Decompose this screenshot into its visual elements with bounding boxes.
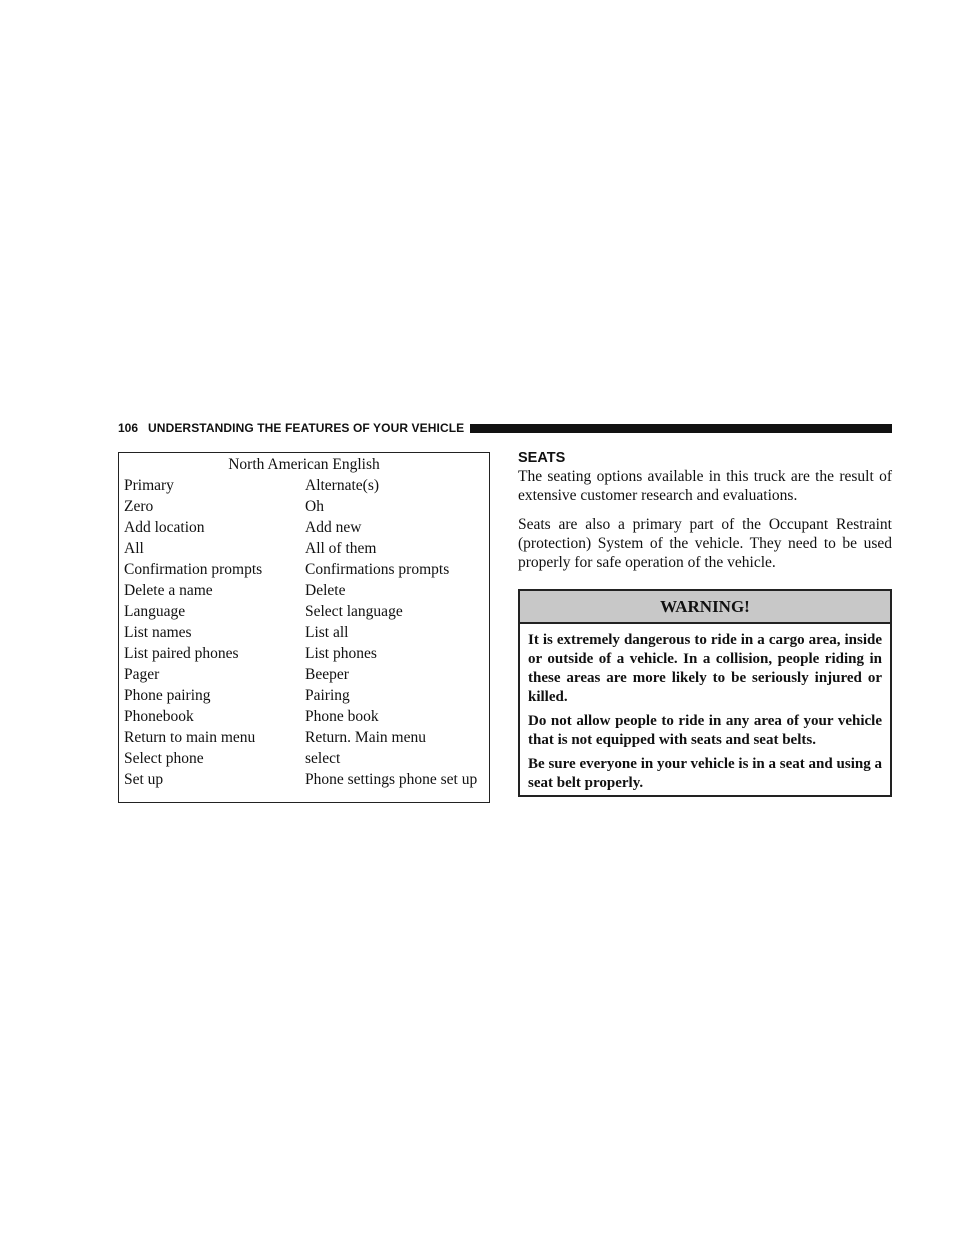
table-row <box>119 538 489 559</box>
page-header <box>118 419 892 437</box>
table-row <box>119 601 489 622</box>
voice-command-table <box>118 452 490 803</box>
table-row <box>119 748 489 769</box>
warning-box <box>518 589 892 797</box>
seats-paragraph: Seats are also a primary part of the Occupant Restraint (protection) System of the vehicle. They need to be used properly for safe operation of the vehicle. <box>518 516 892 571</box>
primary-cell: Delete a name <box>124 582 213 599</box>
alternate-cell: Add new <box>305 519 362 536</box>
table-row <box>119 517 489 538</box>
warning-body <box>520 624 890 793</box>
table-row <box>119 475 489 496</box>
alternate-cell: Phone settings phone set up <box>305 771 478 788</box>
alternate-cell: Phone book <box>305 708 379 725</box>
primary-cell: List paired phones <box>124 645 239 662</box>
header-rule <box>470 424 892 433</box>
alternate-cell: Delete <box>305 582 346 599</box>
table-row <box>119 496 489 517</box>
warning-title: WARNING! <box>520 591 890 624</box>
primary-cell: Return to main menu <box>124 729 256 746</box>
warning-paragraph: Do not allow people to ride in any area of your vehicle that is not equipped with seats and seat belts. <box>528 713 882 748</box>
section-title: UNDERSTANDING THE FEATURES OF YOUR VEHICLE <box>148 421 465 435</box>
table-row <box>119 664 489 685</box>
alternate-cell: Return. Main menu <box>305 729 426 746</box>
seats-section <box>518 449 892 572</box>
table-row <box>119 559 489 580</box>
seats-heading: SEATS <box>518 450 566 466</box>
primary-cell: Zero <box>124 498 154 515</box>
table-row <box>119 727 489 748</box>
table-row <box>119 769 489 790</box>
primary-cell: Primary <box>124 477 174 494</box>
alternate-cell: All of them <box>305 540 377 557</box>
table-row <box>119 622 489 643</box>
primary-cell: Language <box>124 603 186 620</box>
warning-paragraph: It is extremely dangerous to ride in a cargo area, inside or outside of a vehicle. In a collision, people riding in these areas are more likely to be seriously injured or killed. <box>528 632 882 705</box>
alternate-cell: Confirmations prompts <box>305 561 450 578</box>
primary-cell: Phone pairing <box>124 687 211 704</box>
warning-paragraph: Be sure everyone in your vehicle is in a seat and using a seat belt properly. <box>528 756 882 791</box>
alternate-cell: Oh <box>305 498 324 515</box>
alternate-cell: Pairing <box>305 687 350 704</box>
table-heading: North American English <box>228 456 380 473</box>
alternate-cell: Beeper <box>305 666 349 683</box>
primary-cell: Set up <box>124 771 164 788</box>
table-row <box>119 685 489 706</box>
alternate-cell: select <box>305 750 341 767</box>
seats-paragraph: The seating options available in this truck are the result of extensive customer research and evaluations. <box>518 468 892 504</box>
primary-cell: All <box>124 540 144 557</box>
primary-cell: Add location <box>124 519 205 536</box>
primary-cell: Select phone <box>124 750 204 767</box>
alternate-cell: List phones <box>305 645 377 662</box>
primary-cell: List names <box>124 624 192 641</box>
table-row <box>119 706 489 727</box>
primary-cell: Phonebook <box>124 708 194 725</box>
table-row <box>119 580 489 601</box>
alternate-cell: List all <box>305 624 349 641</box>
alternate-cell: Select language <box>305 603 403 620</box>
page-number: 106 <box>118 421 139 435</box>
table-row <box>119 643 489 664</box>
primary-cell: Confirmation prompts <box>124 561 263 578</box>
alternate-cell: Alternate(s) <box>305 477 380 494</box>
primary-cell: Pager <box>124 666 160 683</box>
